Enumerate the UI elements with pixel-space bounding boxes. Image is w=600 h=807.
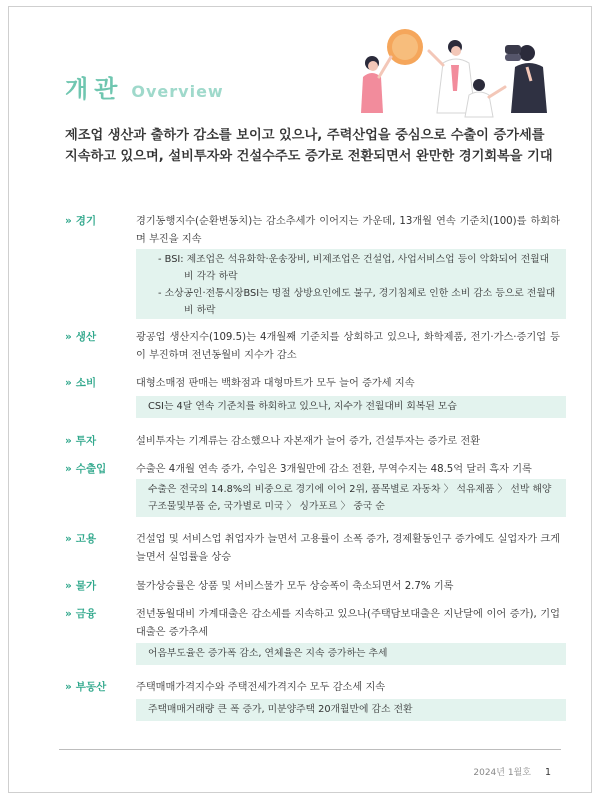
people-coin-binoculars-illustration [339,21,564,119]
double-chevron-icon: » [65,608,72,620]
issue-date: 2024년 1월호 [473,768,531,778]
double-chevron-icon: » [65,435,72,447]
title-korean: 개관 [65,75,124,103]
section-text: 물가상승률은 상품 및 서비스물가 모두 상승폭이 축소되면서 2.7% 기록 [136,581,454,592]
section-detail-box [136,643,566,665]
detail-item: 수출은 전국의 14.8%의 비중으로 경기에 이어 2위, 품목별로 자동차 〉 석유제품 〉 선박 해양구조물및부품 순, 국가별로 미국 〉 싱가포르 〉 중국 순 [148,484,552,512]
double-chevron-icon: » [65,681,72,693]
section-text: 대형소매점 판매는 백화점과 대형마트가 모두 늘어 증가세 지속 [136,378,415,389]
page-number: 1 [544,767,551,778]
section-label: » 경기 [65,215,97,227]
section-label: » 수출입 [65,463,107,475]
section-text: 건설업 및 서비스업 취업자가 늘면서 고용률이 소폭 증가, 경제활동인구 증가에도 실업자가 크게 늘면서 실업률을 상승 [136,534,560,563]
section-text: 주택매매가격지수와 주택전세가격지수 모두 감소세 지속 [136,682,386,693]
page-title [65,69,224,104]
section-label: » 투자 [65,435,97,447]
section-label: » 금융 [65,608,97,620]
section-label: » 고용 [65,533,97,545]
detail-item: 주택매매거래량 큰 폭 증가, 미분양주택 20개월만에 감소 전환 [148,704,413,715]
double-chevron-icon: » [65,533,72,545]
section-detail-box [136,699,566,721]
double-chevron-icon: » [65,215,72,227]
section-label: » 소비 [65,377,97,389]
footer-divider [59,749,561,750]
section-text: 설비투자는 기계류는 감소했으나 자본재가 늘어 증가, 건설투자는 증가로 전환 [136,436,481,447]
section-text: 경기동행지수(순환변동치)는 감소추세가 이어지는 가운데, 13개월 연속 기준치(100)를 하회하며 부진을 지속 [136,216,560,245]
section-text: 전년동월대비 가계대출은 감소세를 지속하고 있으나(주택담보대출은 지난달에 이어 증가), 기업대출은 증가추세 [136,609,560,638]
section-label: » 부동산 [65,681,107,693]
section-text: 수출은 4개월 연속 증가, 수입은 3개월만에 감소 전환, 무역수지는 48.5억 달러 흑자 기록 [136,464,532,475]
section-label: » 물가 [65,580,97,592]
section-label: » 생산 [65,331,97,343]
detail-item: CSI는 4달 연속 기준치를 하회하고 있으나, 지수가 전월대비 회복된 모습 [148,401,457,412]
double-chevron-icon: » [65,580,72,592]
section-detail-box [136,479,566,517]
section-detail-box [136,249,566,319]
double-chevron-icon: » [65,377,72,389]
document-page [8,6,592,793]
section-text: 광공업 생산지수(109.5)는 4개월째 기준치를 상회하고 있으나, 화학제품, 전기·가스·증기업 등이 부진하며 전년동월비 지수가 감소 [136,332,560,361]
page-footer [473,765,551,778]
double-chevron-icon: » [65,463,72,475]
section-detail-box [136,396,566,418]
detail-item: 어음부도율은 증가폭 감소, 연체율은 지속 증가하는 추세 [148,648,388,659]
detail-item: - BSI: 제조업은 석유화학·운송장비, 비제조업은 건설업, 사업서비스업 등이 악화되어 전월대비 각각 하락 [158,254,550,282]
double-chevron-icon: » [65,331,72,343]
summary-headline: 제조업 생산과 출하가 감소를 보이고 있으나, 주력산업을 중심으로 수출이 증가세를 지속하고 있으며, 설비투자와 건설수주도 증가로 전환되면서 완만한 경기회복을 기대 [65,128,553,164]
title-english: Overview [131,82,224,101]
detail-item: - 소상공인·전통시장BSI는 명절 상방요인에도 불구, 경기침체로 인한 소비 감소 등으로 전월대비 하락 [158,288,556,316]
